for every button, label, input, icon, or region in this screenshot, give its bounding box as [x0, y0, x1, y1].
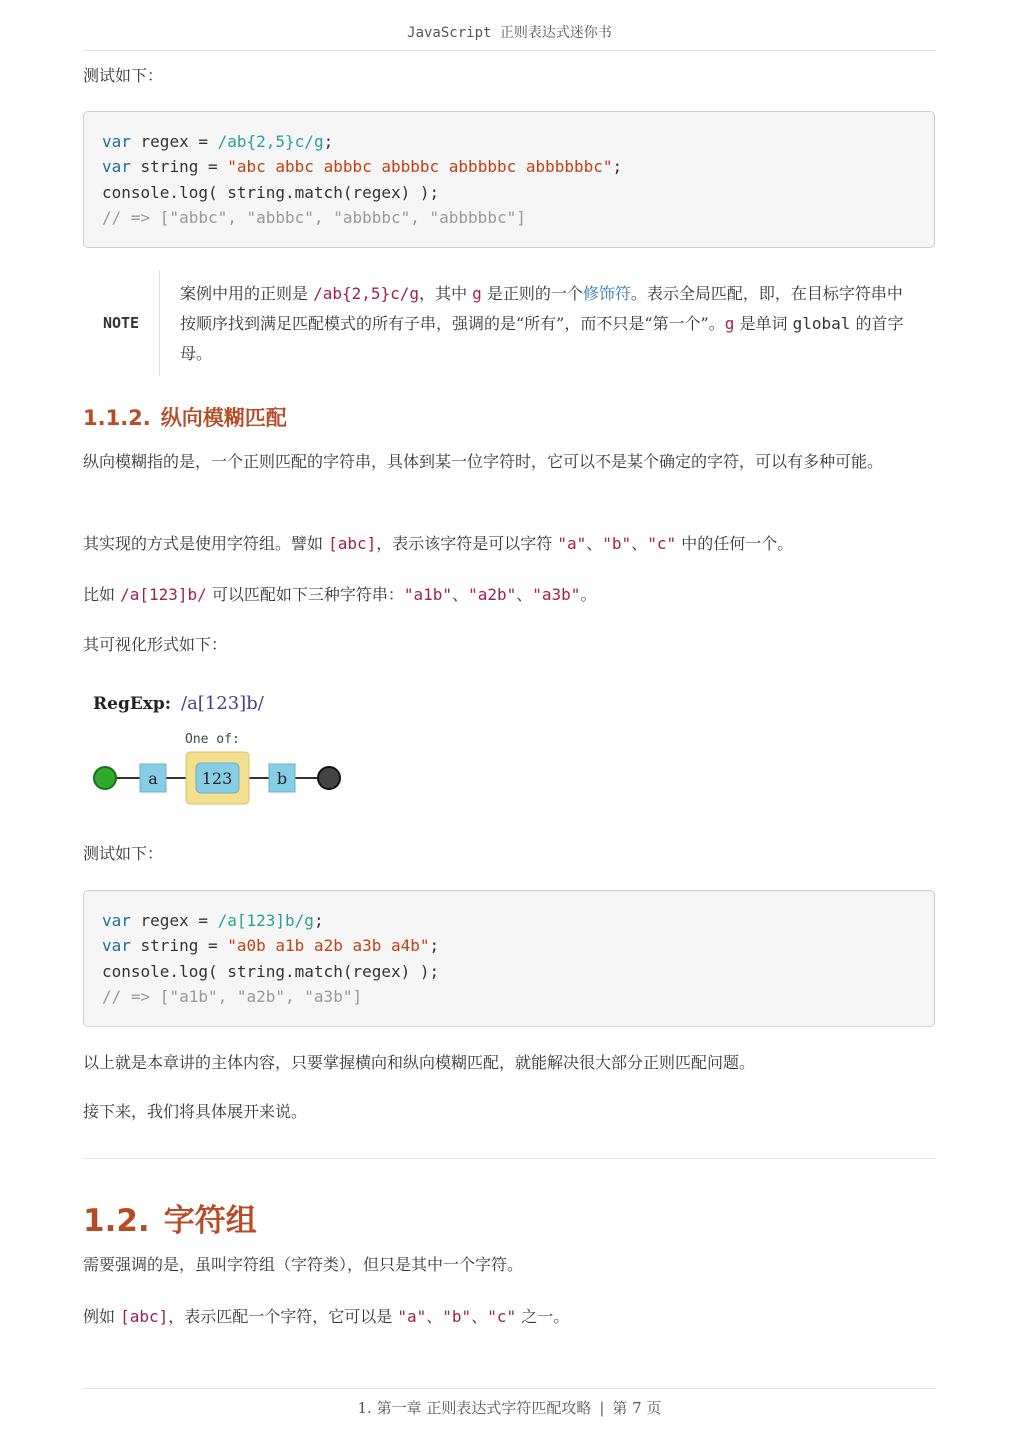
note-text: 案例中用的正则是 /ab{2,5}c/g，其中 g 是正则的一个修饰符。表示全局匹配，即，在目标字符串中按顺序找到满足匹配模式的所有子串，强调的是“所有”，而不只是“第一个”。g 是单词 global 的首字母。 — [180, 284, 904, 363]
code-line: console.log( string.match(regex) ); — [102, 961, 440, 981]
paragraph-visualization-intro: 其可视化形式如下： — [83, 635, 228, 654]
inline-code: "b" — [442, 1307, 472, 1326]
inline-code: g — [472, 284, 482, 303]
inline-code: "a" — [397, 1307, 427, 1326]
code-comment: // => ["a1b", "a2b", "a3b"] — [102, 986, 363, 1006]
inline-code: /a[123]b/ — [120, 585, 207, 604]
section-heading-1-1-2 — [83, 402, 287, 432]
footer-page: 第 7 页 — [612, 1399, 662, 1417]
inline-code: "a3b" — [532, 585, 581, 604]
inline-code: /ab{2,5}c/g — [313, 284, 420, 303]
modifier-link[interactable]: 修饰符 — [582, 284, 631, 303]
inline-code: "a2b" — [468, 585, 517, 604]
paragraph-example-2: 例如 [abc]，表示匹配一个字符，它可以是 "a"、"b"、"c" 之一。 — [83, 1307, 570, 1326]
section-heading-1-2 — [83, 1195, 257, 1240]
section-title: 纵向模糊匹配 — [160, 405, 287, 430]
running-header — [83, 22, 936, 51]
code-line: var regex = /a[123]b/g; — [102, 911, 324, 930]
code-line: var regex = /ab{2,5}c/g; — [102, 132, 334, 151]
paragraph-test-intro-2: 测试如下： — [83, 844, 164, 863]
code-line: var string = "abc abbc abbbc abbbbc abbbbbc abbbbbbc"; — [102, 157, 623, 177]
paragraph-test-intro: 测试如下： — [83, 66, 164, 85]
inline-code: "a" — [557, 534, 587, 553]
inline-code: global — [792, 314, 851, 333]
section-title: 字符组 — [163, 1203, 257, 1239]
note-admonition — [83, 270, 936, 376]
diagram-label-prefix: RegExp: — [93, 694, 172, 714]
inline-code: "c" — [647, 534, 677, 553]
char-class-label: 123 — [201, 769, 233, 788]
section-number: 1.2. — [83, 1203, 150, 1239]
inline-code: [abc] — [328, 534, 377, 553]
header-title: JavaScript 正则表达式迷你书 — [407, 25, 612, 41]
inline-code: g — [724, 314, 735, 333]
inline-code: "a1b" — [403, 585, 453, 604]
diagram-regex: /a[123]b/ — [181, 693, 264, 714]
start-node-icon — [94, 767, 116, 789]
literal-b-label: b — [276, 769, 288, 788]
inline-code: "c" — [487, 1307, 517, 1326]
paragraph-example: 比如 /a[123]b/ 可以匹配如下三种字符串："a1b"、"a2b"、"a3b"。 — [83, 585, 597, 604]
note-label: NOTE — [83, 270, 160, 376]
paragraph-next: 接下来，我们将具体展开来说。 — [83, 1102, 308, 1121]
code-line: console.log( string.match(regex) ); — [102, 182, 440, 202]
paragraph-vertical-fuzzy: 纵向模糊指的是，一个正则匹配的字符串，具体到某一位字符时，它可以不是某个确定的字符，可以有多种可能。 — [83, 452, 884, 471]
inline-code: "b" — [602, 534, 632, 553]
running-footer — [83, 1388, 936, 1429]
section-divider — [83, 1158, 936, 1159]
code-block-2 — [83, 890, 935, 1027]
inline-code: [abc] — [120, 1307, 169, 1326]
code-comment: // => ["abbc", "abbbc", "abbbbc", "abbbbbc"] — [102, 207, 526, 227]
code-line: var string = "a0b a1b a2b a3b a4b"; — [102, 936, 440, 956]
diagram-one-of-label: One of: — [185, 732, 240, 747]
footer-separator: | — [599, 1399, 605, 1417]
literal-a-label: a — [148, 769, 158, 788]
regex-railroad-diagram — [86, 686, 356, 812]
paragraph-char-group: 其实现的方式是使用字符组。譬如 [abc]，表示该字符是可以字符 "a"、"b"、"c" 中的任何一个。 — [83, 534, 794, 553]
end-node-icon — [318, 767, 340, 789]
code-block-1 — [83, 111, 935, 248]
paragraph-summary: 以上就是本章讲的主体内容，只要掌握横向和纵向模糊匹配，就能解决很大部分正则匹配问题。 — [83, 1053, 756, 1072]
paragraph-emphasis: 需要强调的是，虽叫字符组（字符类），但只是其中一个字符。 — [83, 1255, 524, 1274]
section-number: 1.1.2. — [83, 406, 151, 430]
footer-chapter: 1. 第一章 正则表达式字符匹配攻略 — [357, 1399, 592, 1417]
